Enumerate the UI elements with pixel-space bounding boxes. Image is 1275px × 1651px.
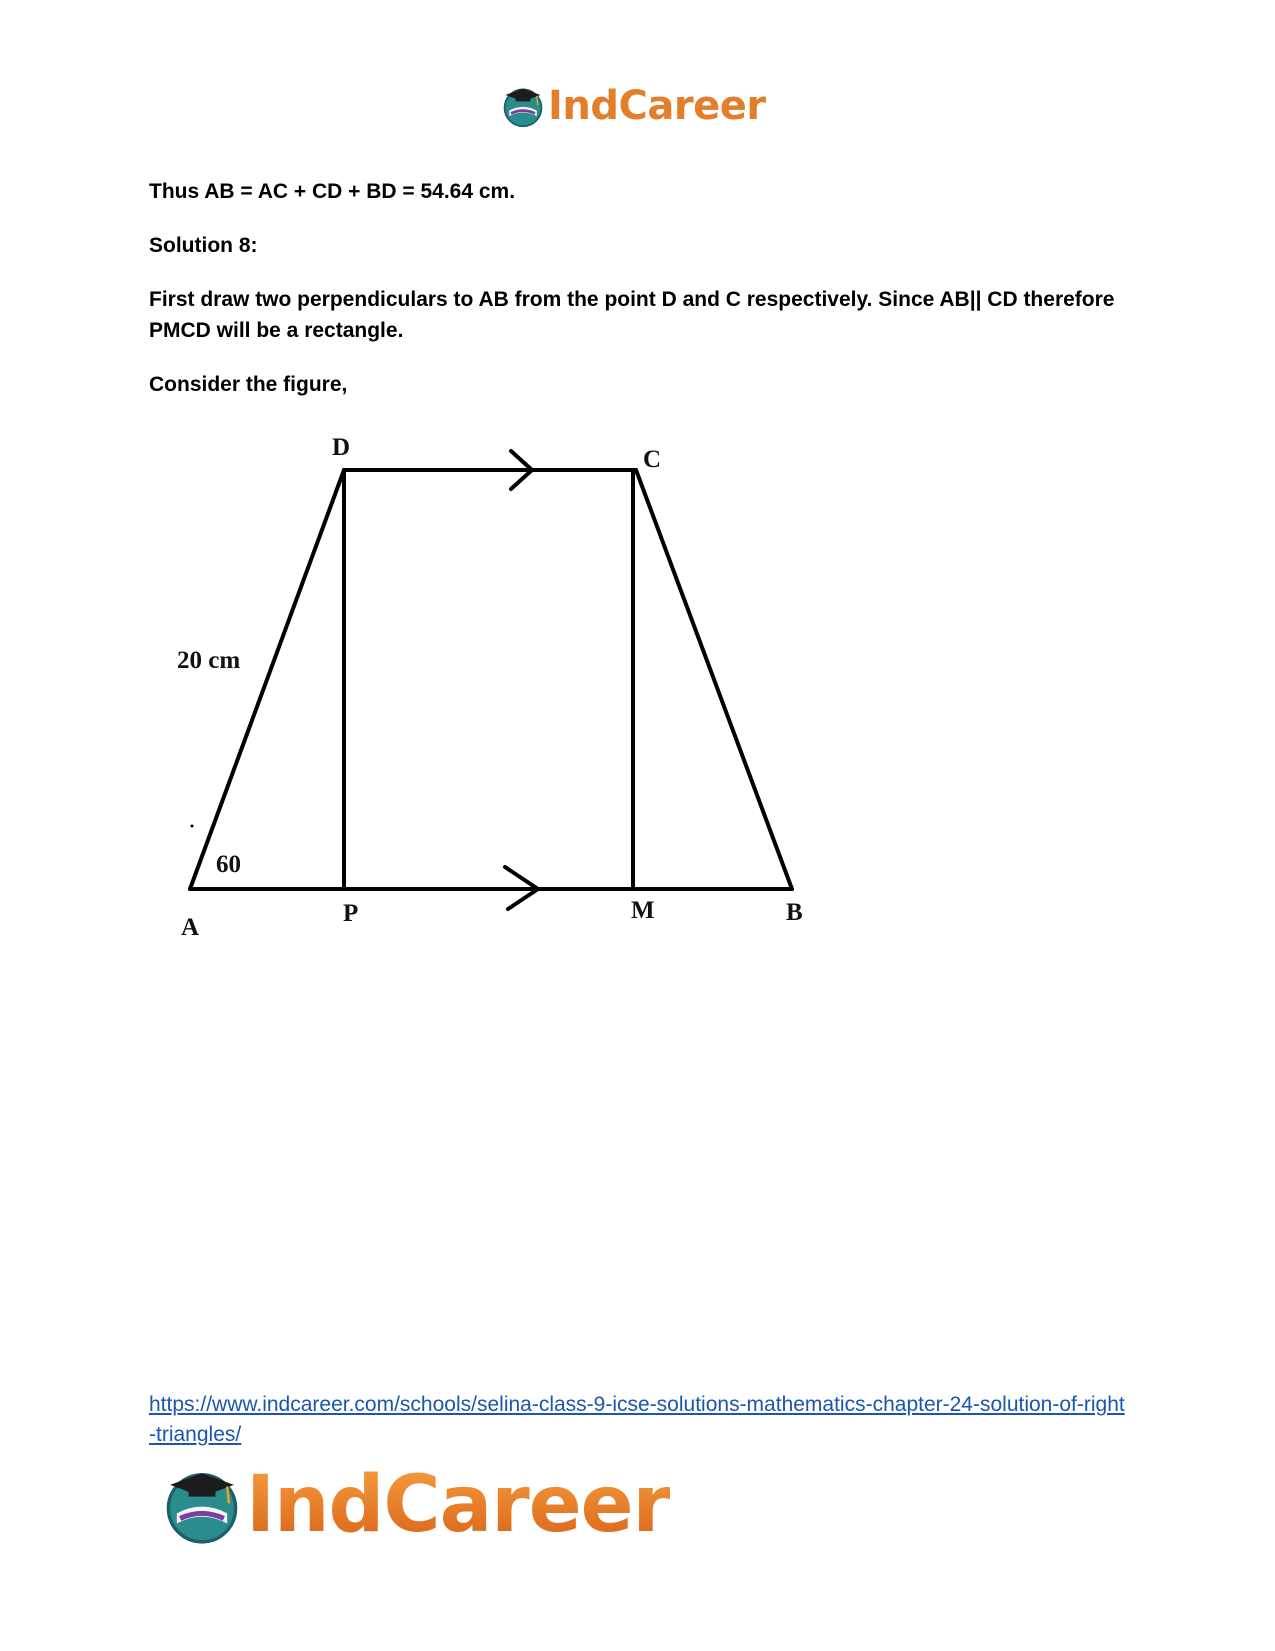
label-d: D [332, 434, 351, 461]
label-p: P [343, 900, 359, 927]
footer-logo [160, 1455, 670, 1555]
label-c: C [643, 446, 662, 473]
consider-line: Consider the figure, [149, 373, 348, 396]
side-cb [636, 470, 792, 889]
angle-label: 60 [216, 851, 241, 878]
graduation-globe-icon [160, 1463, 244, 1547]
result-line: Thus AB = AC + CD + BD = 54.64 cm. [149, 180, 516, 203]
label-a: A [181, 914, 200, 941]
side-ad [190, 470, 344, 889]
solution-heading: Solution 8: [149, 234, 258, 257]
source-url-link[interactable]: https://www.indcareer.com/schools/selina-class-9-icse-solutions-mathematics-chapter-24-solution-of-right-triangles/ [149, 1393, 1125, 1446]
label-m: M [631, 897, 655, 924]
logo-wordmark: IndCareer [548, 83, 766, 129]
instruction-paragraph: First draw two perpendiculars to AB from the point D and C respectively. Since AB|| CD therefore PMCD will be a rectangle. [149, 288, 1115, 342]
side-length-label: 20 cm [177, 647, 241, 674]
label-b: B [786, 899, 803, 926]
logo-wordmark: IndCareer [246, 1460, 670, 1550]
